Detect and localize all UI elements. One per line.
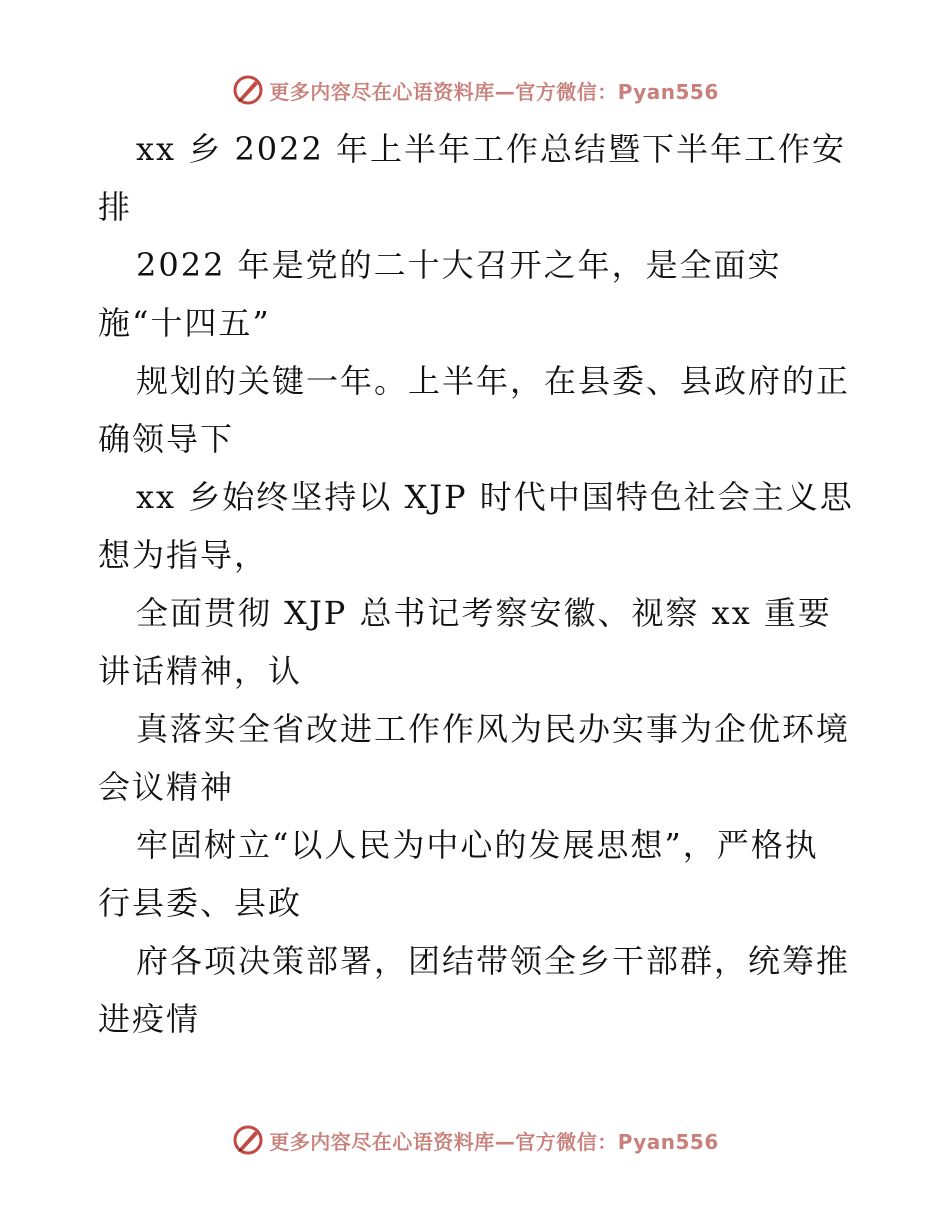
text-line: xx 乡始终坚持以 XJP 时代中国特色社会主义思 (136, 478, 854, 516)
text-line: 排 (98, 188, 133, 226)
text-line: 行县委、县政 (98, 884, 303, 922)
text-line: 想为指导， (98, 536, 269, 574)
text-line: 讲话精神，认 (98, 652, 303, 690)
text-line: 会议精神 (98, 768, 235, 806)
text-line: 施“十四五” (98, 304, 271, 342)
pen-logo-icon (231, 73, 265, 107)
text-line: 全面贯彻 XJP 总书记考察安徽、视察 xx 重要 (136, 594, 832, 632)
text-line: 牢固树立“以人民为中心的发展思想”，严格执 (136, 826, 819, 864)
text-line: 府各项决策部署，团结带领全乡干部群，统筹推 (136, 942, 851, 980)
text-line: 真落实全省改进工作作风为民办实事为企优环境 (136, 710, 851, 748)
text-line: 2022 年是党的二十大召开之年，是全面实 (136, 246, 782, 284)
document-body (98, 120, 898, 1048)
text-line: 进疫情 (98, 1000, 201, 1038)
text-line: xx 乡 2022 年上半年工作总结暨下半年工作安 (136, 130, 847, 168)
banner-text: 更多内容尽在心语资料库—官方微信：Pyan556 (269, 1129, 719, 1154)
text-line: 确领导下 (98, 420, 235, 458)
footer-banner (0, 1120, 950, 1160)
header-banner (0, 70, 950, 110)
text-line: 规划的关键一年。上半年，在县委、县政府的正 (136, 362, 851, 400)
banner-text: 更多内容尽在心语资料库—官方微信：Pyan556 (269, 79, 719, 104)
pen-logo-icon (231, 1123, 265, 1157)
